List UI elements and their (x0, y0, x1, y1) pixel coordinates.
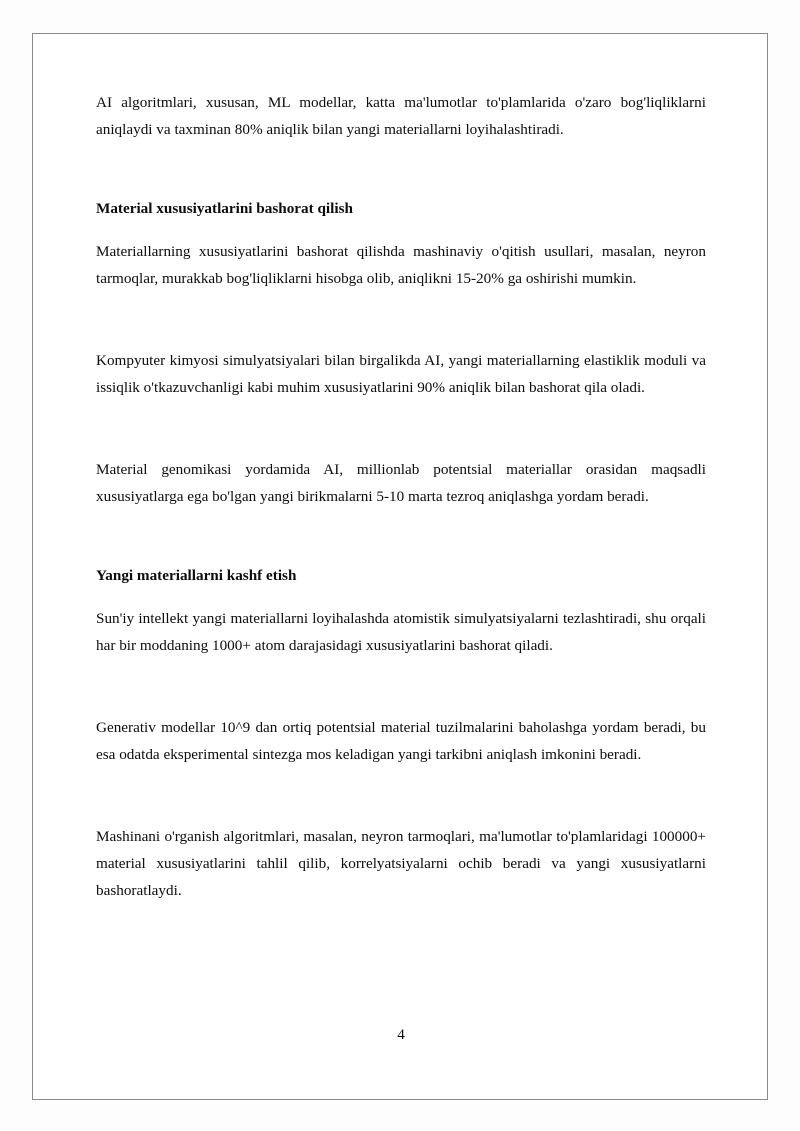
spacer-paragraph-5-6 (96, 659, 706, 714)
section-heading-material-xususiyatlarini-bashorat-qilish: Material xususiyatlarini bashorat qilish (96, 200, 353, 217)
spacer-before-heading-1 (96, 143, 706, 195)
body-paragraph-1: AI algoritmlari, xususan, ML modellar, katta ma'lumotlar to'plamlarida o'zaro bog'liqliklarni aniqlaydi va taxminan 80% aniqlik bilan yangi materiallarni loyihalashtiradi. (96, 94, 706, 138)
spacer-before-heading-2 (96, 510, 706, 562)
spacer-after-heading-1 (96, 222, 706, 238)
body-paragraph-4: Material genomikasi yordamida AI, millionlab potentsial materiallar orasidan maqsadli xususiyatlarga ega bo'lgan yangi birikmalarni 5-10 marta tezroq aniqlashga yordam beradi. (96, 461, 706, 505)
body-paragraph-6: Generativ modellar 10^9 dan ortiq potentsial material tuzilmalarini baholashga yordam beradi, bu esa odatda eksperimental sintezga mos keladigan yangi tarkibni aniqlash imkonini beradi. (96, 719, 706, 763)
section-heading-yangi-materiallarni-kashf-etish: Yangi materiallarni kashf etish (96, 567, 297, 584)
body-paragraph-7: Mashinani o'rganish algoritmlari, masalan, neyron tarmoqlari, ma'lumotlar to'plamlaridagi 100000+ material xususiyatlarini tahlil qilib, korrelyatsiyalarni ochib beradi va yangi xususiyatlarni bashoratlaydi. (96, 828, 706, 899)
spacer-paragraph-6-7 (96, 768, 706, 823)
spacer-paragraph-2-3 (96, 292, 706, 347)
document-text-column (96, 89, 706, 904)
document-page-sheet (32, 33, 768, 1100)
body-paragraph-5: Sun'iy intellekt yangi materiallarni loyihalashda atomistik simulyatsiyalarni tezlashtiradi, shu orqali har bir moddaning 1000+ atom darajasidagi xususiyatlarini bashorat qiladi. (96, 610, 706, 654)
body-paragraph-2: Materiallarning xususiyatlarini bashorat qilishda mashinaviy o'qitish usullari, masalan, neyron tarmoqlar, murakkab bog'liqliklarni hisobga olib, aniqlikni 15-20% ga oshirishi mumkin. (96, 243, 706, 287)
page-number: 4 (397, 1026, 405, 1043)
spacer-after-heading-2 (96, 589, 706, 605)
spacer-paragraph-3-4 (96, 401, 706, 456)
body-paragraph-3: Kompyuter kimyosi simulyatsiyalari bilan birgalikda AI, yangi materiallarning elastiklik moduli va issiqlik o'tkazuvchanligi kabi muhim xususiyatlarini 90% aniqlik bilan bashorat qila oladi. (96, 352, 706, 396)
